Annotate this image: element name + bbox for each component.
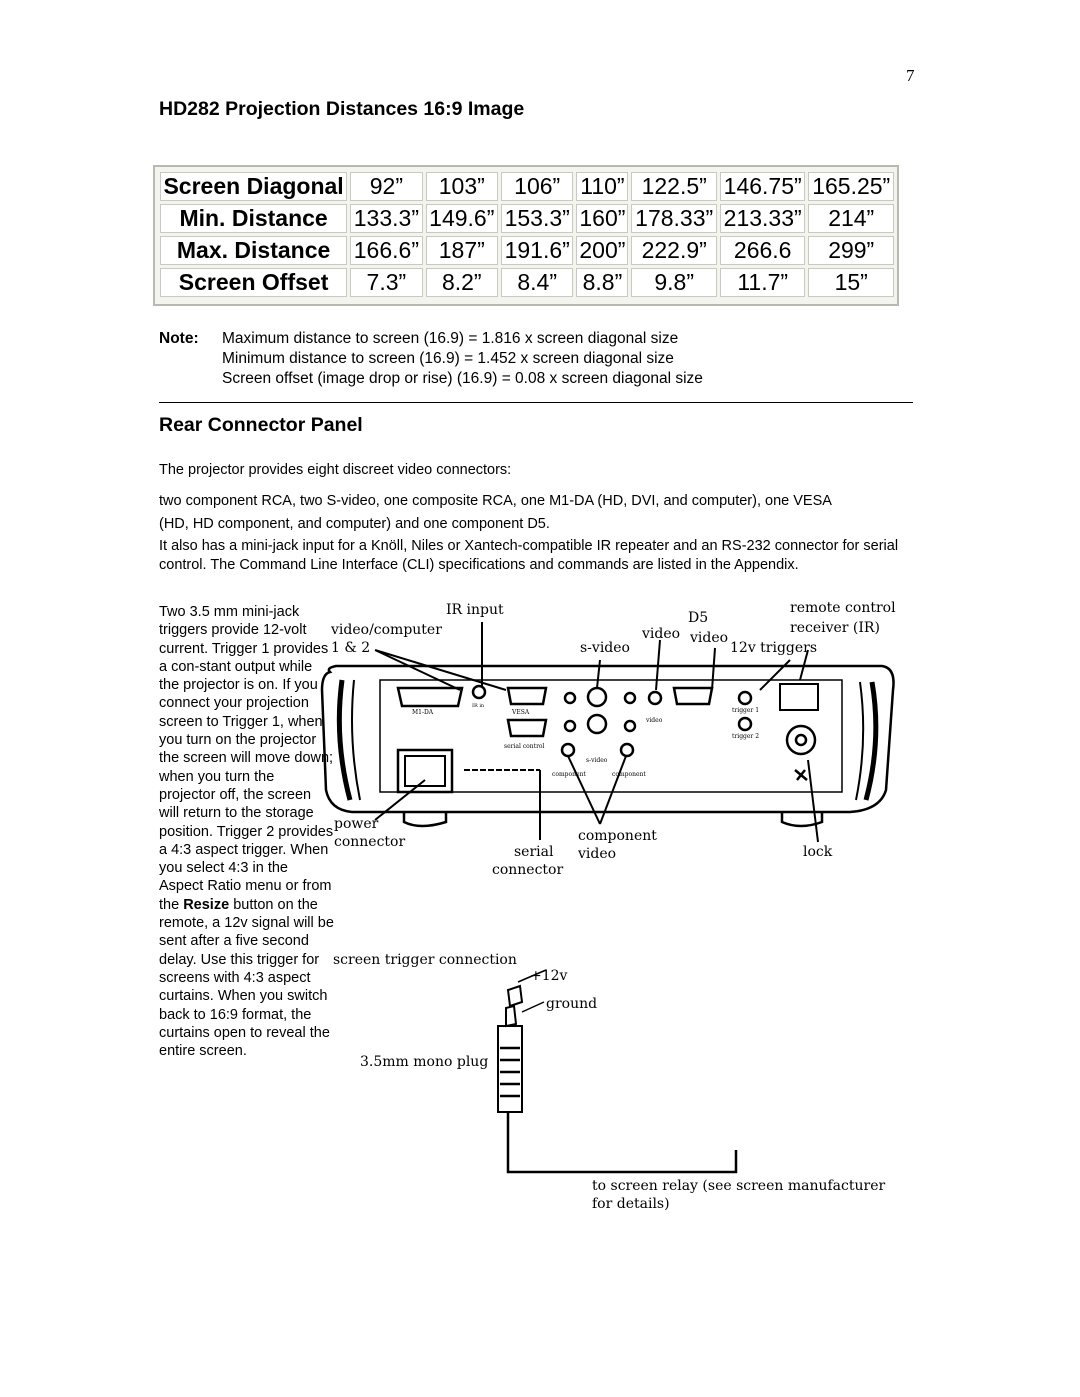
row-header: Min. Distance: [160, 204, 347, 233]
table-cell: 8.8”: [576, 268, 628, 297]
label-ir-small: IR in: [472, 703, 485, 709]
label-screen-trigger-connection: screen trigger connection: [333, 952, 517, 968]
table-cell: 266.6: [720, 236, 806, 265]
left-foot: [404, 812, 446, 826]
label-trigger-1: trigger 1: [732, 707, 760, 714]
label-mono-plug: 3.5mm mono plug: [360, 1054, 489, 1070]
label-relay-2: for details): [592, 1196, 670, 1212]
table-cell: 106”: [501, 172, 573, 201]
left-handle: [339, 680, 350, 800]
table-cell: 165.25”: [808, 172, 894, 201]
table-cell: 9.8”: [631, 268, 717, 297]
trigger-text-2: button on the remote, a 12v signal will be sent after a five second delay. Use this trigger for screens with 4:3 aspect curtains. When you switch back to 16:9 format, the curtains open to reveal the entire screen.: [159, 896, 334, 1060]
note-line-1: Maximum distance to screen (16.9) = 1.816 x screen diagonal size: [222, 330, 679, 347]
table-cell: 191.6”: [501, 236, 573, 265]
heading-rear-connector-panel: Rear Connector Panel: [159, 414, 363, 436]
table-cell: 8.4”: [501, 268, 573, 297]
label-serial: serial: [514, 844, 554, 860]
table-cell: 166.6”: [350, 236, 422, 265]
svideo-jack-1: [588, 688, 606, 706]
table-cell: 299”: [808, 236, 894, 265]
table-cell: 187”: [426, 236, 498, 265]
plug-body: [498, 1026, 522, 1112]
label-s-video: s-video: [580, 640, 630, 656]
component-jack-left: [562, 744, 574, 756]
svideo-jack-2: [588, 715, 606, 733]
table-cell: 110”: [576, 172, 628, 201]
table-cell: 92”: [350, 172, 422, 201]
label-ground: ground: [546, 996, 598, 1012]
vesa-port: [508, 688, 546, 704]
table-cell: 146.75”: [720, 172, 806, 201]
table-cell: 11.7”: [720, 268, 806, 297]
label-vesa-small: VESA: [512, 709, 530, 716]
paragraph-video-connectors: The projector provides eight discreet video connectors:: [159, 462, 512, 478]
plug-ring: [506, 1006, 516, 1026]
ir-receiver-window: [780, 684, 818, 710]
m1da-port: [398, 688, 462, 706]
table-cell: 8.2”: [426, 268, 498, 297]
lock-hole: [787, 726, 815, 754]
label-one-two: 1 & 2: [331, 640, 371, 656]
label-lock: lock: [803, 844, 833, 860]
connector-panel: [380, 680, 842, 792]
label-svideo-small: s-video: [586, 757, 608, 764]
trigger-text-1: Two 3.5 mm mini-jack triggers provide 12-volt current. Trigger 1 provides a con-stant output while the projector is on. If you connect your projection screen to Trigger 1, when you turn on the projector the screen will move down; when you turn the projector off, the screen will return to the storage position. Trigger 2 provides a 4:3 aspect trigger. When you select 4:3 in the Aspect Ratio menu or from the: [159, 604, 334, 913]
label-video-small: video: [646, 717, 663, 724]
note-line-2: Minimum distance to screen (16.9) = 1.452 x screen diagonal size: [222, 350, 674, 367]
table-cell: 7.3”: [350, 268, 422, 297]
table-cell: 15”: [808, 268, 894, 297]
table-cell: 213.33”: [720, 204, 806, 233]
table-cell: 178.33”: [631, 204, 717, 233]
label-video-computer: video/computer: [331, 622, 442, 638]
label-receiver-ir: receiver (IR): [790, 620, 880, 636]
label-m1da-small: M1-DA: [412, 709, 434, 716]
label-power-connector: connector: [334, 834, 406, 850]
row-header: Screen Diagonal: [160, 172, 347, 201]
table-cell: 214”: [808, 204, 894, 233]
table-cell: 200”: [576, 236, 628, 265]
page-number: 7: [906, 66, 915, 85]
serial-port: [508, 720, 546, 736]
label-component-small-1: component: [552, 771, 586, 778]
label-plus-12v: +12v: [530, 968, 568, 984]
paragraph-connector-list: two component RCA, two S-video, one composite RCA, one M1-DA (HD, DVI, and computer), one VESA (HD, HD component, and computer) and one component D5.: [159, 493, 832, 532]
table-cell: 160”: [576, 204, 628, 233]
table-cell: 103”: [426, 172, 498, 201]
note-label: Note:: [159, 330, 199, 347]
label-video: video: [642, 626, 681, 642]
label-remote-control: remote control: [790, 600, 896, 616]
row-header: Screen Offset: [160, 268, 347, 297]
right-handle: [866, 682, 876, 800]
paragraph-ir-serial: It also has a mini-jack input for a Knöll, Niles or Xantech-compatible IR repeater and an RS-232 connector for serial control. The Command Line Interface (CLI) specifications and commands are listed in the Appendix.: [159, 538, 899, 573]
table-cell: 153.3”: [501, 204, 573, 233]
trigger-2-jack: [739, 718, 751, 730]
component-jack-right: [621, 744, 633, 756]
label-ir-input: IR input: [446, 602, 504, 618]
resize-button-name: Resize: [183, 896, 230, 913]
table-cell: 133.3”: [350, 204, 422, 233]
table-cell: 122.5”: [631, 172, 717, 201]
label-component-small-2: component: [612, 771, 646, 778]
label-d5: D5: [688, 610, 709, 626]
trigger-1-jack: [739, 692, 751, 704]
label-component-video: video: [578, 846, 617, 862]
d5-port: [674, 688, 712, 704]
label-serial-control-small: serial control: [504, 743, 545, 750]
heading-projection-distances: HD282 Projection Distances 16:9 Image: [159, 98, 525, 120]
label-serial-connector: connector: [492, 862, 564, 878]
plug-tip: [508, 986, 522, 1006]
note-line-3: Screen offset (image drop or rise) (16.9) = 0.08 x screen diagonal size: [222, 370, 703, 387]
relay-wire: [508, 1112, 736, 1172]
label-power: power: [334, 816, 379, 832]
ir-input-jack: [473, 686, 485, 698]
row-header: Max. Distance: [160, 236, 347, 265]
label-component: component: [578, 828, 657, 844]
label-12v-triggers: 12v triggers: [730, 640, 818, 656]
label-relay-1: to screen relay (see screen manufacturer: [592, 1178, 886, 1194]
label-trigger-2: trigger 2: [732, 733, 760, 740]
table-cell: 222.9”: [631, 236, 717, 265]
table-cell: 149.6”: [426, 204, 498, 233]
label-d5-video: video: [690, 630, 729, 646]
